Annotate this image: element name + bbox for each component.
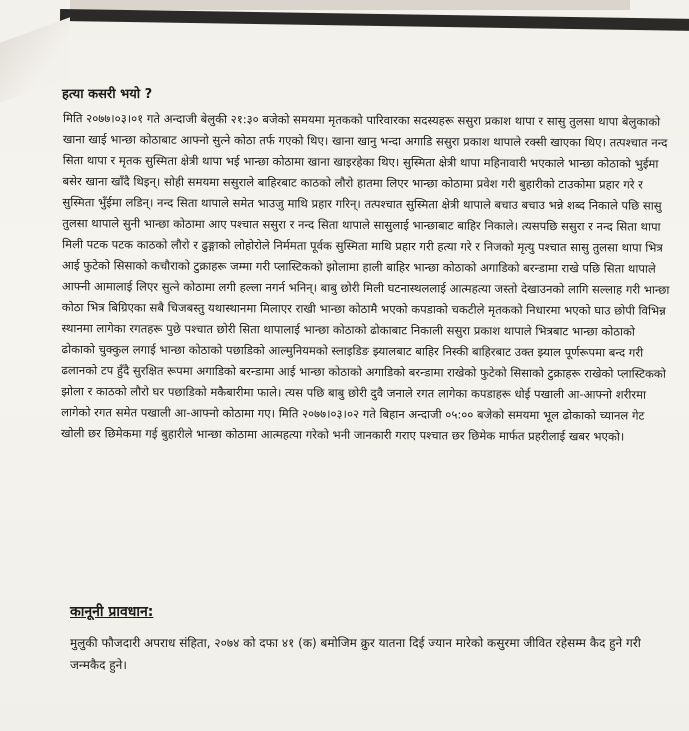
page-top-edge [60,9,689,31]
page-top-strip [70,0,630,10]
section-heading-legal-provision: कानूनी प्रावधान: [70,604,154,620]
section-body-how-murder: मिति २०७७।०३।०१ गते अन्दाजी बेलुकी २१:३० बजेको समयमा मृतकको पारिवारका सदस्यहरू ससुरा प्रकाश थापा र सासु तुलसा थापा बेलुकाको खाना खाई भान्छा कोठाबाट आफ्नो सुत्ने कोठा तर्फ गएको थिए। खाना खानु भन्दा अगाडि ससुरा प्रकाश थापाले रक्सी खाएका थिए। तत्पश्चात नन्द सिता थापा र मृतक सुस्मिता क्षेत्री थापा भई भान्छा कोठामा खाना खाइरहेका थिए। सुस्मिता क्षेत्री थापा महिनावारी भएकाले भान्छा कोठाको भुईमा बसेर खाना खाँदै थिइन्। सोही समयमा ससुराले बाहिरबाट काठको लौरो हातमा लिएर भान्छा कोठामा प्रवेश गरी बुहारीको टाउकोमा प्रहार गरे र सुस्मिता भुँईमा लडिन्। नन्द सिता थापाले समेत भाउजु माथि प्रहार गरिन्। तत्पश्चात सुस्मिता क्षेत्री थापाले बचाउ बचाउ भन्ने शब्द निकाले पछि सासु तुलसा थापाले सुनी भान्छा कोठामा आए पश्चात ससुरा र नन्द सिता थापाले सासुलाई भान्छाबाट बाहिर निकाले। त्यसपछि ससुरा र नन्द सिता थापा मिली पटक पटक काठको लौरो र ढुङ्गाको लोहोरोले निर्ममता पूर्वक सुस्मिता माथि प्रहार गरी हत्या गरे र निजको मृत्यु पश्चात सासु तुलसा थापा भित्र आई फुटेको सिसाको कचौराको टुक्राहरू जम्मा गरी प्लास्टिकको झोलामा हाली बाहिर भान्छा कोठाको अगाडिको बरन्डामा राखे पछि सिता थापाले आफ्नी आमालाई लिएर सुत्ने कोठामा लगी हल्ला नगर्न भनिन्। बाबु छोरी मिली घटनास्थललाई आत्महत्या जस्तो देखाउनको लागि सल्लाह गरी भान्छा कोठा भित्र बिग्रिएका सबै चिजबस्तु यथास्थानमा मिलाएर राखी भान्छा कोठामै भएको कपडाको चकटीले मृतकको निधारमा भएको घाउ छोपी विभिन्न स्थानमा लागेका रगतहरू पुछे पश्चात छोरी सिता थापालाई भान्छा कोठाको ढोकाबाट निकाली ससुरा प्रकाश थापाले भित्रबाट भान्छा कोठाको ढोकाको चुक्कुल लगाई भान्छा कोठाको पछाडिको आल्मुनियमको स्लाइडिङ झ्यालबाट बाहिर निस्की बाहिरबाट उक्त झ्याल पूर्णरूपमा बन्द गरी ढलानको टप हुँदै सुरक्षित रूपमा अगाडिको बरन्डामा आई भान्छा कोठाको अगाडिको बरन्डामा राखेको फुटेको सिसाको टुक्राहरू राखेको प्लास्टिकको झोला र काठको लौरो घर पछाडिको मकैबारीमा फाले। त्यस पछि बाबु छोरी दुवै जनाले रगत लागेका कपडाहरू धोई पखाली आ-आफ्नो शरीरमा लागेको रगत समेत पखाली आ-आफ्नो कोठामा गए। मिति २०७७।०३।०२ गते बिहान अन्दाजी ०५:०० बजेको समयमा भूल ढोकाको च्यानल गेट खोली छर छिमेकमा गई बुहारीले भान्छा कोठामा आत्महत्या गरेको भनी जानकारी गराए पश्चात छर छिमेक मार्फत प्रहरीलाई खबर भएको। [61,111,670,444]
page-corner-fold [0,17,70,102]
section-heading-how-murder: हत्या कसरी भयो ? [62,87,153,102]
section-body-legal-provision: मुलुकी फौजदारी अपराध संहिता, २०७४ को दफा ४१ (क) बमोजिम क्रुर यातना दिई ज्यान मारेको कसुरमा जीवित रहेसम्म कैद हुने गरी जन्मकैद हुने। [70,636,641,672]
